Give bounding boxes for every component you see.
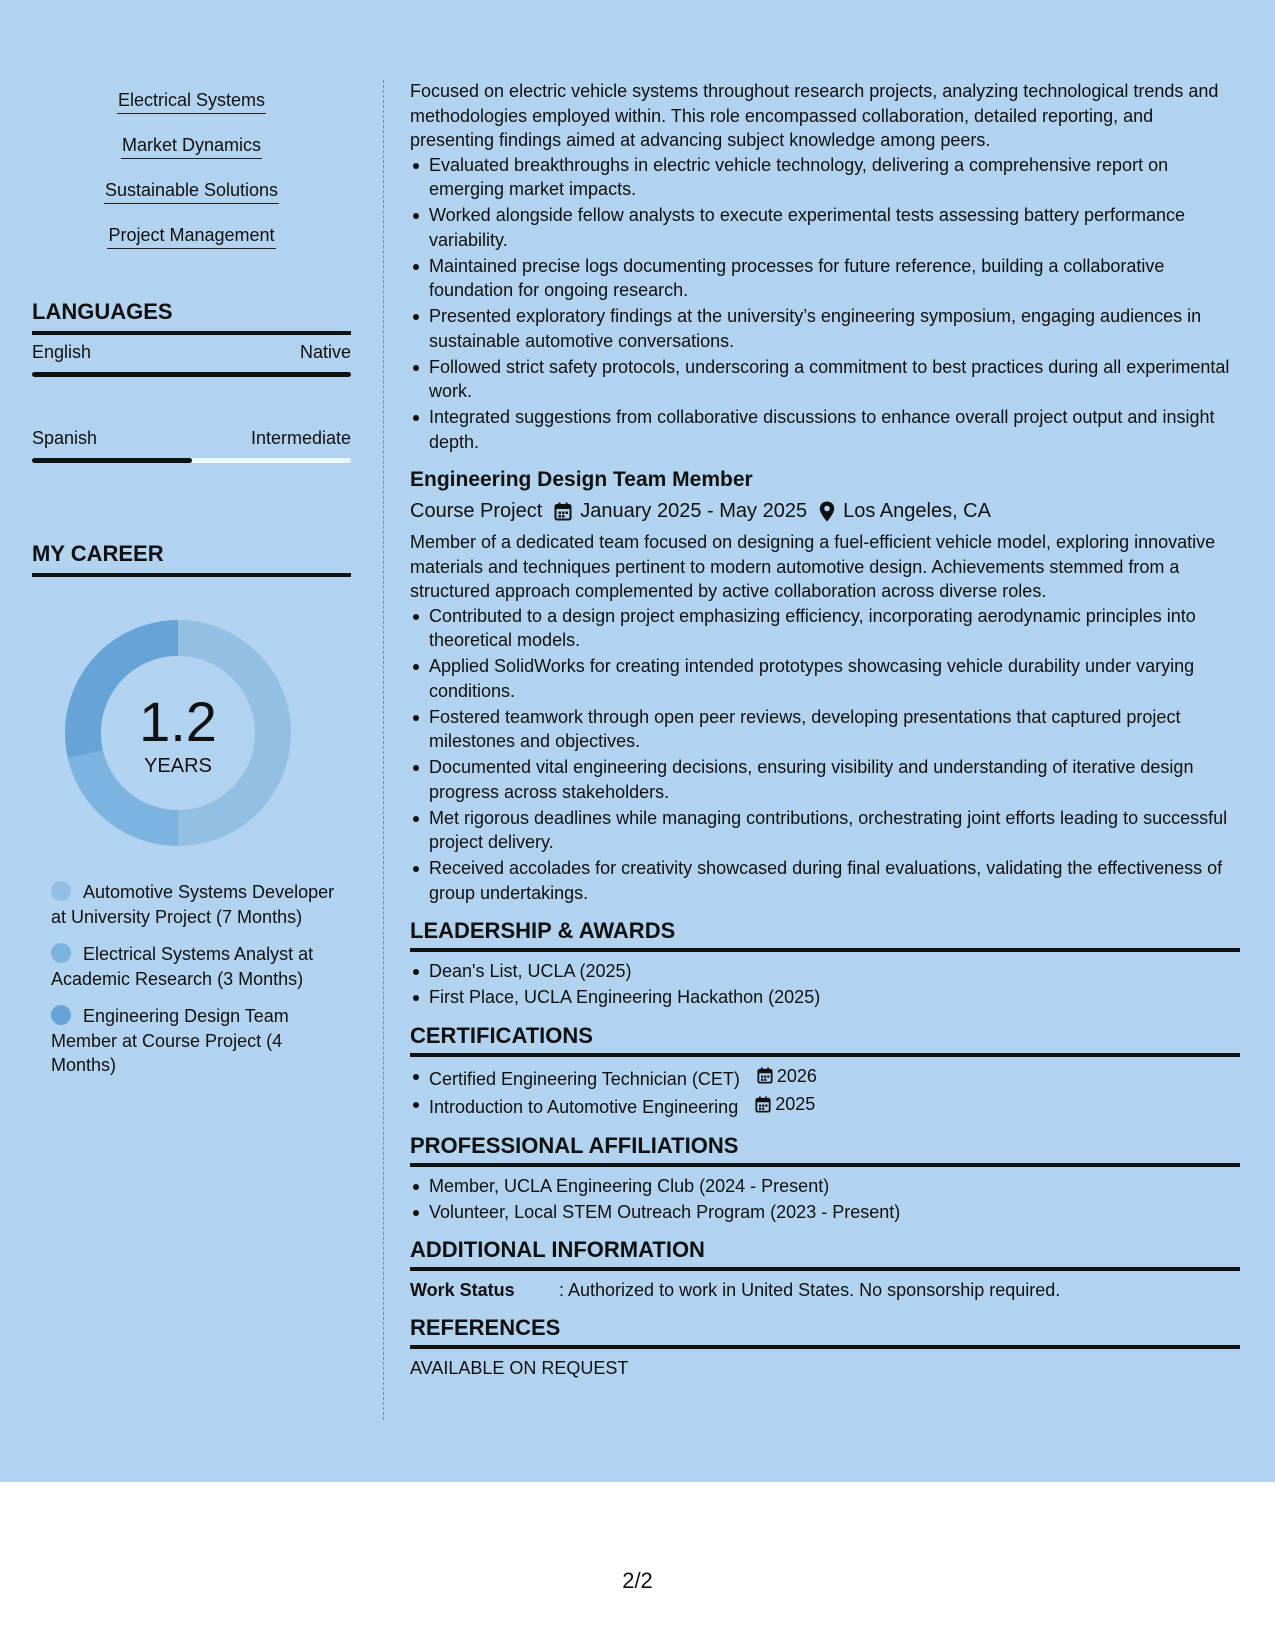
affiliations-list bbox=[410, 1174, 1240, 1225]
list-item: Contributed to a design project emphasizing efficiency, incorporating aerodynamic principles into theoretical models. bbox=[410, 604, 1240, 653]
legend-label: Engineering Design Team Member at Course Project (4 Months) bbox=[51, 1006, 289, 1075]
job-meta bbox=[410, 497, 1240, 525]
certifications-list bbox=[410, 1064, 1240, 1120]
list-item: Fostered teamwork through open peer reviews, developing presentations that captured project milestones and objectives. bbox=[410, 705, 1240, 754]
leadership-heading: LEADERSHIP & AWARDS bbox=[410, 917, 1240, 952]
language-english bbox=[32, 340, 351, 377]
career-donut-chart bbox=[65, 620, 291, 846]
list-item: Presented exploratory findings at the university’s engineering symposium, engaging audiences in sustainable automotive conversations. bbox=[410, 304, 1240, 353]
skill-tag: Market Dynamics bbox=[121, 133, 262, 159]
list-item: Volunteer, Local STEM Outreach Program (2023 - Present) bbox=[410, 1200, 1240, 1225]
language-name: Spanish bbox=[32, 428, 98, 448]
list-item: Met rigorous deadlines while managing contributions, orchestrating joint efforts leading to successful project delivery. bbox=[410, 806, 1240, 855]
language-proficiency-bar bbox=[32, 458, 351, 463]
list-item: Integrated suggestions from collaborative discussions to enhance overall project output and insight depth. bbox=[410, 405, 1240, 454]
languages-heading: LANGUAGES bbox=[32, 298, 351, 335]
calendar-icon bbox=[554, 502, 572, 521]
list-item: Maintained precise logs documenting processes for future reference, building a collaborative foundation for ongoing research. bbox=[410, 254, 1240, 303]
certification-year-text: 2026 bbox=[776, 1065, 817, 1086]
skill-tag: Project Management bbox=[107, 223, 275, 249]
list-item bbox=[410, 1092, 1240, 1119]
list-item: Worked alongside fellow analysts to execute experimental tests assessing battery performance variability. bbox=[410, 203, 1240, 252]
language-proficiency-fill bbox=[32, 372, 351, 377]
job-dates: January 2025 - May 2025 bbox=[580, 500, 808, 522]
experience-summary: Focused on electric vehicle systems throughout research projects, analyzing technological trends and methodologies employed within. This role encompassed collaboration, detailed reporting, and presenting findings aimed at advancing subject knowledge among peers. bbox=[410, 81, 1219, 150]
skill-tag: Sustainable Solutions bbox=[104, 178, 279, 204]
certification-year bbox=[755, 1092, 815, 1117]
job-title: Engineering Design Team Member bbox=[410, 468, 753, 491]
right-column bbox=[410, 79, 1240, 1381]
job-summary: Member of a dedicated team focused on designing a fuel-efficient vehicle model, exploring innovative materials and techniques pertinent to modern automotive design. Achievements stemmed from a structured approach complemented by active collaboration across diverse roles. bbox=[410, 532, 1216, 601]
leadership-list bbox=[410, 959, 1240, 1010]
list-item: Evaluated breakthroughs in electric vehicle technology, delivering a comprehensive report on emerging market impacts. bbox=[410, 153, 1240, 202]
career-total-unit: YEARS bbox=[144, 755, 212, 777]
language-level: Native bbox=[299, 342, 351, 362]
legend-dot bbox=[51, 881, 71, 901]
calendar-icon bbox=[757, 1067, 773, 1084]
list-item bbox=[410, 1064, 1240, 1091]
list-item: Dean's List, UCLA (2025) bbox=[410, 959, 1240, 984]
legend-item bbox=[51, 1004, 341, 1078]
certification-year bbox=[757, 1064, 817, 1089]
legend-item bbox=[51, 942, 341, 991]
legend-label: Automotive Systems Developer at University Project (7 Months) bbox=[51, 882, 335, 927]
language-name: English bbox=[32, 342, 92, 362]
certification-name: Certified Engineering Technician (CET) bbox=[429, 1068, 740, 1089]
page-number: 2/2 bbox=[622, 1568, 653, 1593]
language-spanish bbox=[32, 426, 351, 463]
legend-dot bbox=[51, 1005, 71, 1025]
list-item: Applied SolidWorks for creating intended prototypes showcasing vehicle durability under varying conditions. bbox=[410, 654, 1240, 703]
references-text: AVAILABLE ON REQUEST bbox=[410, 1358, 629, 1378]
experience-bullets bbox=[410, 153, 1240, 455]
additional-info-heading: ADDITIONAL INFORMATION bbox=[410, 1236, 1240, 1271]
career-legend bbox=[51, 880, 341, 1091]
skills-list bbox=[32, 88, 351, 268]
location-pin-icon bbox=[819, 501, 835, 522]
job-location: Los Angeles, CA bbox=[843, 500, 991, 522]
legend-label: Electrical Systems Analyst at Academic Research (3 Months) bbox=[51, 944, 314, 989]
legend-item bbox=[51, 880, 341, 929]
language-level: Intermediate bbox=[250, 428, 351, 448]
certification-name: Introduction to Automotive Engineering bbox=[429, 1097, 739, 1117]
language-proficiency-bar bbox=[32, 372, 351, 377]
skill-tag: Electrical Systems bbox=[117, 88, 266, 114]
work-status-label: Work Status bbox=[410, 1280, 515, 1300]
career-heading: MY CAREER bbox=[32, 540, 351, 577]
work-status-value: : Authorized to work in United States. No sponsorship required. bbox=[559, 1280, 1061, 1300]
career-total-value: 1.2 bbox=[139, 690, 217, 753]
references-heading: REFERENCES bbox=[410, 1314, 1240, 1349]
certifications-heading: CERTIFICATIONS bbox=[410, 1022, 1240, 1057]
list-item: Received accolades for creativity showcased during final evaluations, validating the effectiveness of group undertakings. bbox=[410, 856, 1240, 905]
legend-dot bbox=[51, 943, 71, 963]
list-item: Documented vital engineering decisions, ensuring visibility and understanding of iterative design progress across stakeholders. bbox=[410, 755, 1240, 804]
list-item: Followed strict safety protocols, underscoring a commitment to best practices during all experimental work. bbox=[410, 355, 1240, 404]
work-status-row bbox=[410, 1278, 1240, 1302]
certification-year-text: 2025 bbox=[775, 1094, 816, 1115]
calendar-icon bbox=[755, 1096, 771, 1113]
language-proficiency-fill bbox=[32, 458, 192, 463]
job-bullets bbox=[410, 604, 1240, 906]
list-item: First Place, UCLA Engineering Hackathon (2025) bbox=[410, 985, 1240, 1010]
job-organization: Course Project bbox=[410, 500, 543, 522]
affiliations-heading: PROFESSIONAL AFFILIATIONS bbox=[410, 1132, 1240, 1167]
column-divider bbox=[383, 80, 384, 1420]
list-item: Member, UCLA Engineering Club (2024 - Present) bbox=[410, 1174, 1240, 1199]
